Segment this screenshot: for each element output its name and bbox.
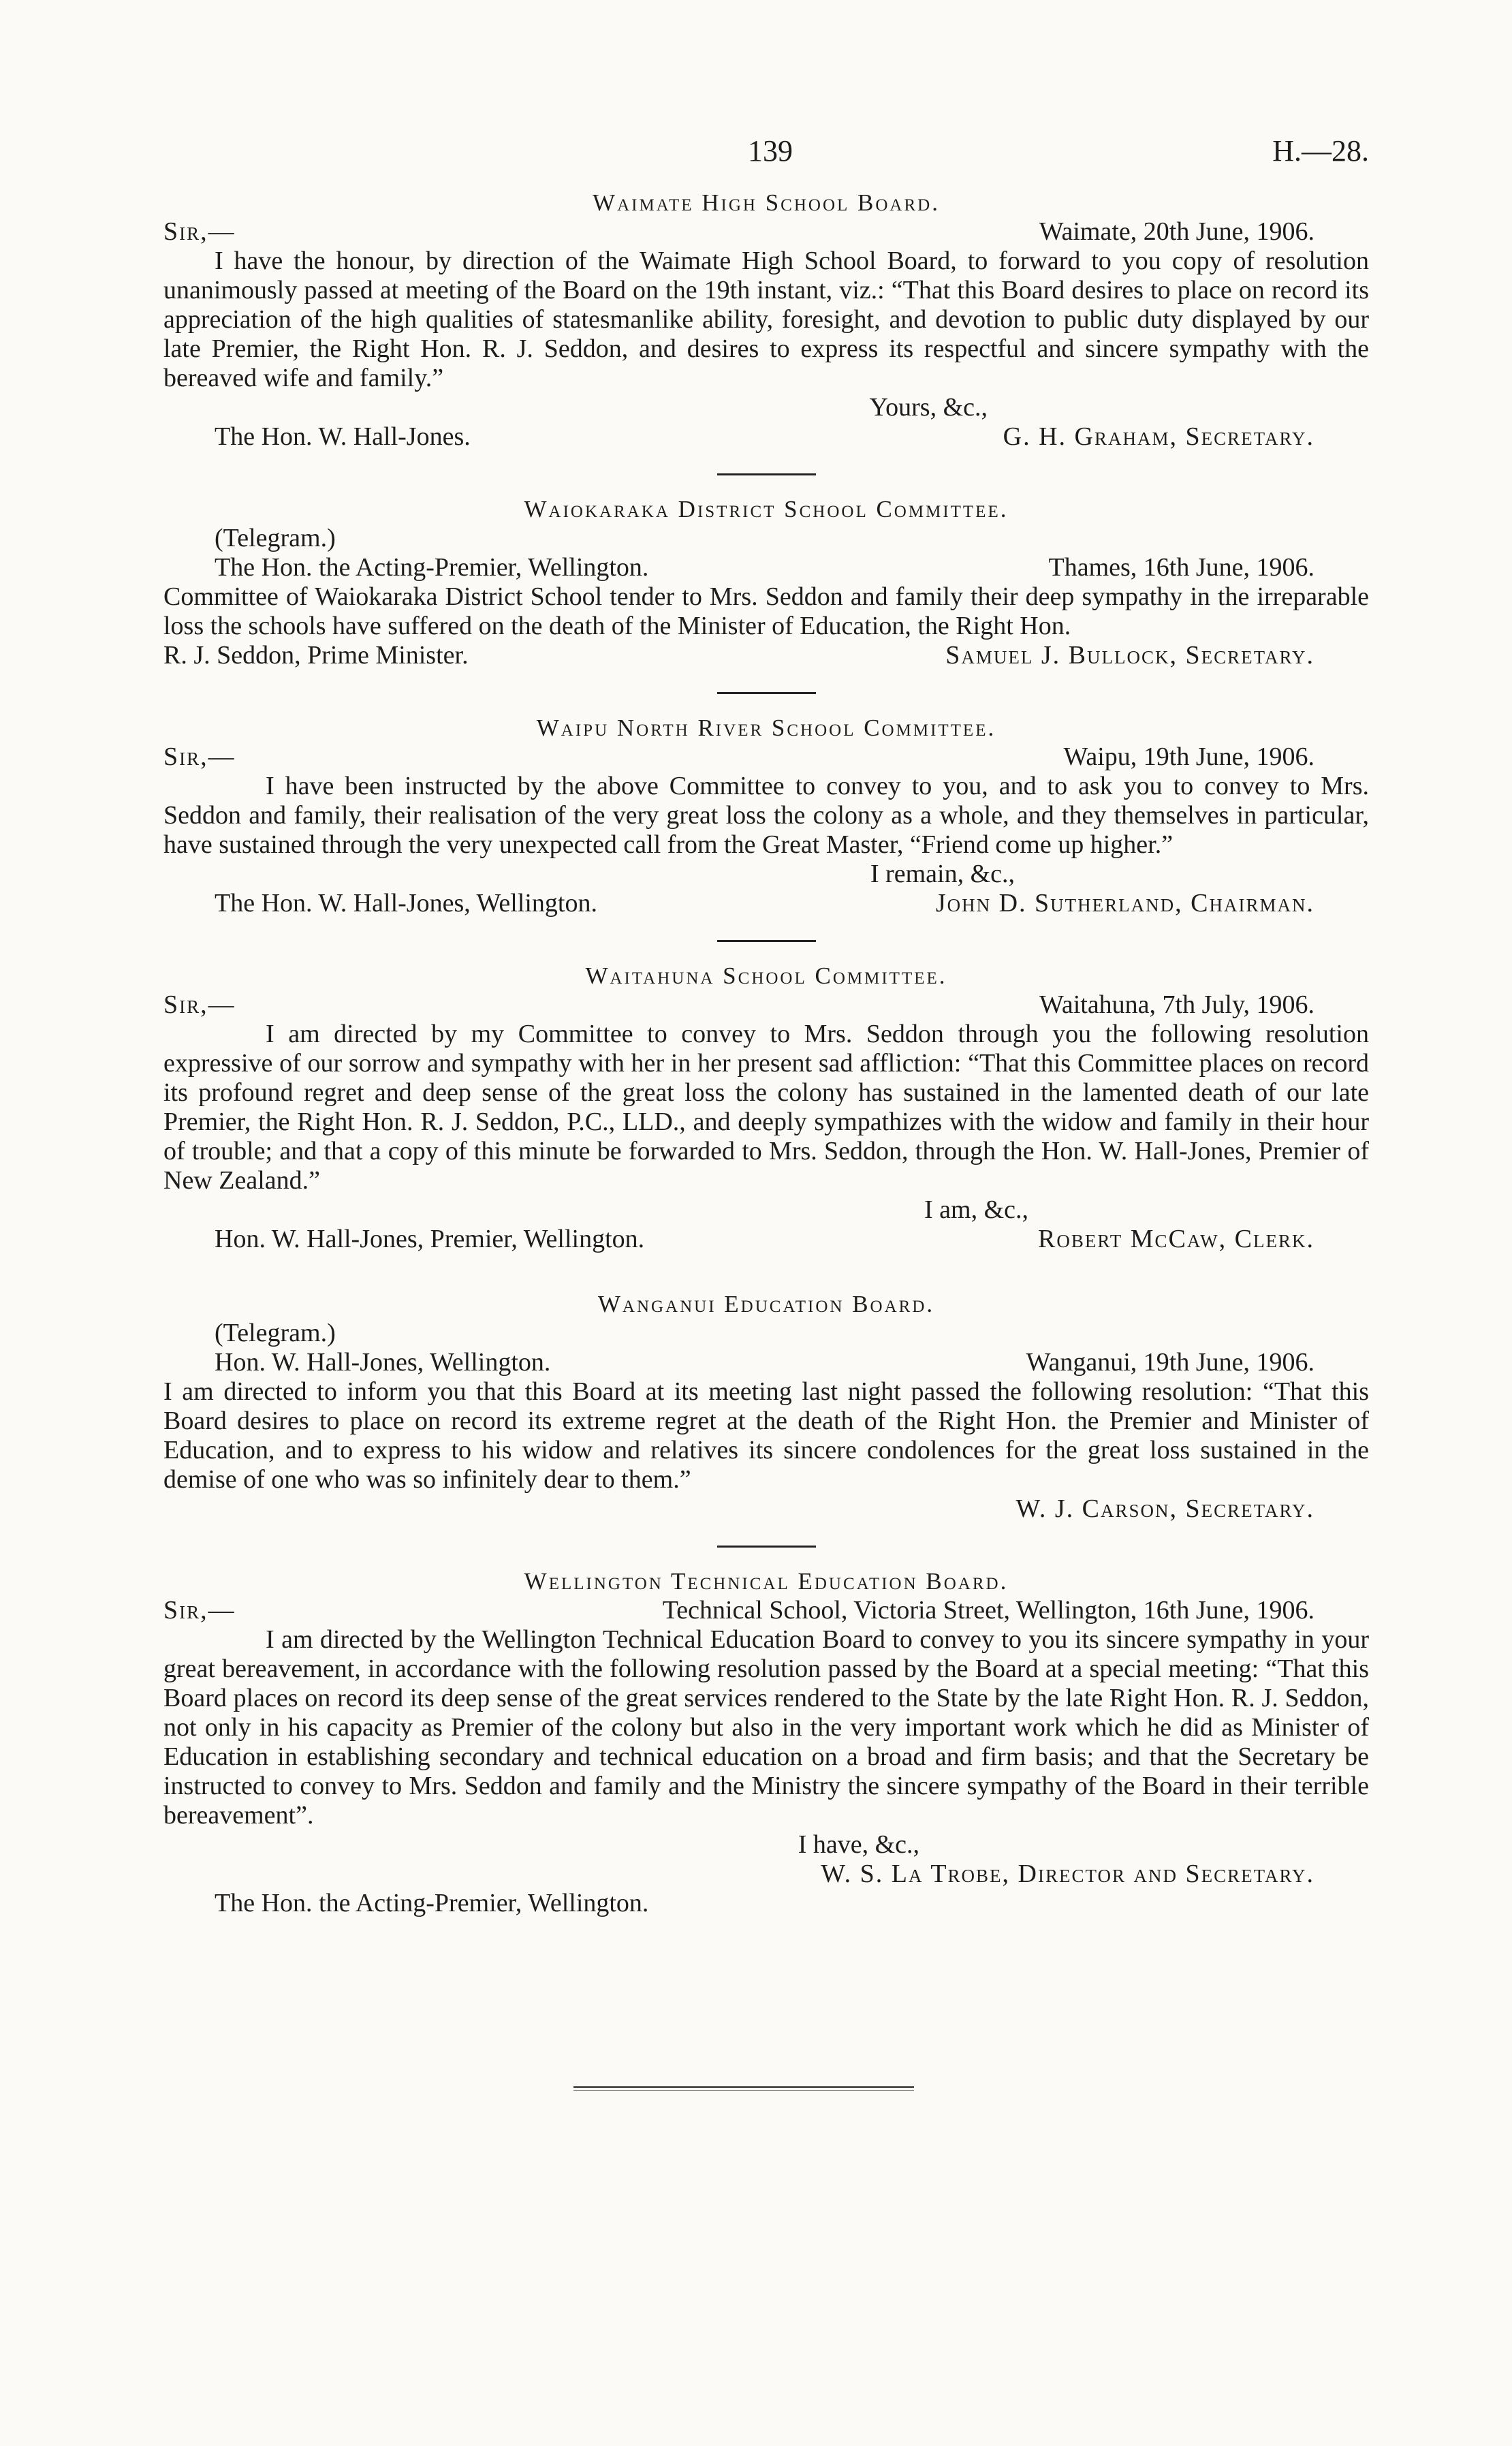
salutation: Sir,— — [163, 217, 236, 246]
letter-waimate — [163, 188, 1369, 452]
section-title: Waipu North River School Committee. — [536, 715, 996, 741]
letter-body: I am directed by my Committee to convey to Mrs. Seddon through you the following resolution expressive of our sorrow and sympathy with her in her present sad affliction: “That this Committee places on record its profound regret and deep sense of the great loss the colony has sustained in the lamented death of our late Premier, the Right Hon. R. J. Seddon, P.C., LLD., and deeply sympathizes with the widow and family in their hour of trouble; and that a copy of this minute be forwarded to Mrs. Seddon, through the Hon. W. Hall-Jones, Premier of New Zealand.” — [163, 1020, 1369, 1195]
section-divider — [717, 1546, 816, 1548]
letter-body: I have the honour, by direction of the Waimate High School Board, to forward to you copy of resolution unanimously passed at meeting of the Board on the 19th instant, viz.: “That this Board desires to place on record its appreciation of the high qualities of statesmanlike ability, foresight, and devotion to public duty displayed by our late Premier, the Right Hon. R. J. Seddon, and desires to express its respectful and sincere sympathy with the bereaved wife and family.” — [163, 247, 1369, 392]
place-date: Wanganui, 19th June, 1906. — [1026, 1348, 1314, 1377]
section-divider — [717, 940, 816, 942]
salutation: Sir,— — [163, 742, 236, 771]
letter-body: Committee of Waiokaraka District School tender to Mrs. Seddon and family their deep sympathy in the irreparable loss the schools have suffered on the death of the Minister of Education, the Right Hon. — [163, 582, 1369, 640]
addressee: The Hon. the Acting-Premier, Wellington. — [215, 1889, 649, 1917]
place-date: Waimate, 20th June, 1906. — [1039, 217, 1314, 246]
footer-rule — [573, 2086, 914, 2091]
addressee: Hon. W. Hall-Jones, Premier, Wellington. — [215, 1225, 645, 1253]
letter-waipu — [163, 713, 1369, 918]
signature: John D. Sutherland, Chairman. — [935, 889, 1314, 918]
salutation: Sir,— — [163, 1596, 236, 1625]
letter-body: I am directed to inform you that this Board at its meeting last night passed the following resolution: “That this Board desires to place on record its extreme regret at the death of the Right Hon. the Premier and Minister of Education, and to express to his widow and relatives its sincere condolences for the great loss sustained in the demise of one who was so infinitely dear to them.” — [163, 1377, 1369, 1494]
salutation: Sir,— — [163, 990, 236, 1019]
closing: I remain, &c., — [870, 860, 1015, 888]
signature: Robert McCaw, Clerk. — [1037, 1225, 1314, 1253]
signature: G. H. Graham, Secretary. — [1003, 422, 1314, 451]
closing: I have, &c., — [798, 1830, 919, 1859]
section-divider — [717, 473, 816, 475]
page-header — [163, 136, 1369, 184]
letter-waiokaraka — [163, 495, 1369, 670]
section-title: Wanganui Education Board. — [597, 1291, 935, 1317]
place-date: Thames, 16th June, 1906. — [1048, 553, 1314, 582]
place-date: Technical School, Victoria Street, Wellington, 16th June, 1906. — [662, 1596, 1314, 1625]
letter-wanganui — [163, 1289, 1369, 1524]
signature: Samuel J. Bullock, Secretary. — [945, 641, 1314, 670]
addressee: Hon. W. Hall-Jones, Wellington. — [215, 1348, 551, 1377]
document-page — [163, 136, 1369, 1918]
letter-body: I have been instructed by the above Committee to convey to you, and to ask you to convey to Mrs. Seddon and family, their realisation of the very great loss the colony as a whole, and they themselves in particular, have sustained through the very unexpected call from the Great Master, “Friend come up higher.” — [163, 772, 1369, 859]
section-title: Waitahuna School Committee. — [585, 962, 947, 989]
place-date: Waitahuna, 7th July, 1906. — [1039, 990, 1314, 1019]
section-title: Waiokaraka District School Committee. — [524, 496, 1009, 522]
letter-wellington — [163, 1567, 1369, 1918]
document-reference: H.—28. — [1272, 134, 1369, 168]
telegram-note: (Telegram.) — [215, 524, 336, 552]
addressee: The Hon. W. Hall-Jones. — [215, 422, 471, 451]
section-title: Waimate High School Board. — [593, 189, 940, 216]
signature: W. J. Carson, Secretary. — [1015, 1494, 1314, 1523]
page-number: 139 — [748, 134, 793, 168]
telegram-note: (Telegram.) — [215, 1319, 336, 1347]
section-title: Wellington Technical Education Board. — [524, 1568, 1009, 1595]
closing: I am, &c., — [924, 1195, 1028, 1224]
addressee: The Hon. the Acting-Premier, Wellington. — [215, 553, 649, 582]
section-divider — [717, 692, 816, 694]
place-date: Waipu, 19th June, 1906. — [1063, 742, 1314, 771]
closing: Yours, &c., — [869, 393, 988, 422]
signature: W. S. La Trobe, Director and Secretary. — [821, 1860, 1314, 1888]
addressee: The Hon. W. Hall-Jones, Wellington. — [215, 889, 597, 918]
letter-waitahuna — [163, 961, 1369, 1254]
last-line: R. J. Seddon, Prime Minister. — [163, 641, 469, 670]
letter-body: I am directed by the Wellington Technical Education Board to convey to you its sincere sympathy in your great bereavement, in accordance with the following resolution passed by the Board at a special meeting: “That this Board places on record its deep sense of the great services rendered to the State by the late Right Hon. R. J. Seddon, not only in his capacity as Premier of the colony but also in the very important work which he did as Minister of Education in establishing secondary and technical education on a broad and firm basis; and that the Secretary be instructed to convey to Mrs. Seddon and family and the Ministry the sincere sympathy of the Board in their terrible bereavement”. — [163, 1625, 1369, 1830]
